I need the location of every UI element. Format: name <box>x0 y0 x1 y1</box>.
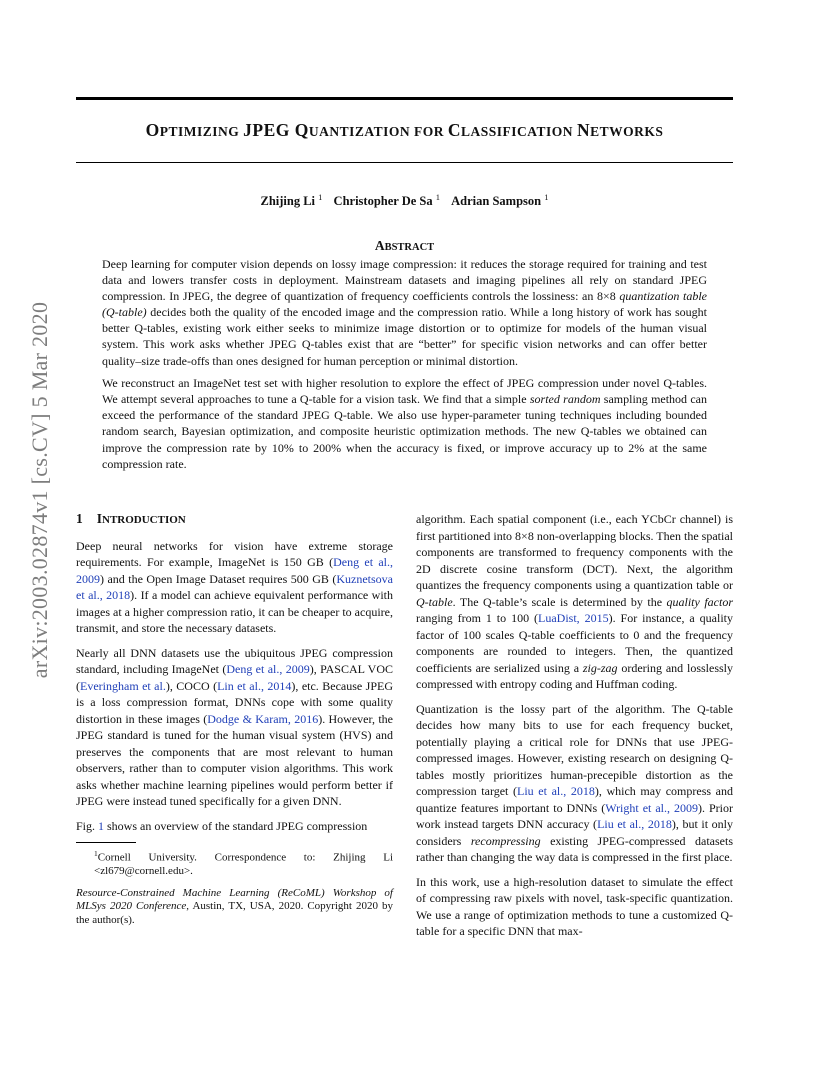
citation-link[interactable]: Wright et al., 2009 <box>605 800 699 815</box>
left-column <box>76 511 393 935</box>
abstract-body <box>102 256 707 478</box>
citation-link[interactable]: Liu et al., 2018 <box>517 784 595 798</box>
author: Christopher De Sa $^1$ <box>333 192 441 209</box>
author: Adrian Sampson $^1$ <box>451 192 549 209</box>
body-paragraph: In this work, use a high-resolution dataset to simulate the effect of compressing raw pixels with novel, task-specific quantization. We use a range of optimization methods to tune a customized Q-table for a specific DNN that max- <box>416 874 733 938</box>
abstract-paragraph: Deep learning for computer vision depends on lossy image compression: it reduces the storage required for training and test data and lowers transfer costs in deployment. Mainstream datasets and imaging pipelines all rely on standard JPEG compression. In JPEG, the degree of quantization of frequency coefficients controls the lossiness: an 8×8 quantization table (Q-table) decides both the quality of the encoded image and the compression ratio. While a long history of work has sought better Q-tables, existing work either seeks to minimize image distortion or to optimize for models of the human visual system. This work asks whether JPEG Q-tables exist that are “better” for specific vision networks and can offer better quality–size trade-offs than ones designed for human perception or minimal distortion. <box>102 257 708 368</box>
body-paragraph: Deep neural networks for vision have extreme storage requirements. For example, ImageNet is 150 GB (Deng et al., 2009) and the Open Image Dataset requires 500 GB (Kuznetsova et al., 2018). If a model can achieve equivalent performance with images at a higher compression ratio, it can be cheaper to acquire, transmit, and store the necessary datasets. <box>76 538 394 635</box>
body-paragraph: Nearly all DNN datasets use the ubiquitous JPEG compression standard, including ImageNet (Deng et al., 2009), PASCAL VOC (Everingham et al.), COCO (Lin et al., 2014), etc. Because JPEG is a loss compression format, DNNs cope with some quality distortion in these images (Dodge & Karam, 2016). However, the JPEG standard is tuned for the human visual system (HVS) and preserves the components that are most relevant to human observers, rather than to computer vision algorithms. This work asks whether machine learning pipelines would perform better if JPEG were instead tuned specifically for a given DNN. <box>76 645 394 808</box>
body-paragraph: algorithm. Each spatial component (i.e., each YCbCr channel) is first partitioned into 8×8 non-overlapping blocks. Then the spatial components are transformed to frequency components with the 2D discrete cosine transform (DCT). Next, the algorithm quantizes the frequency components using a quantization table or Q-table. The Q-table’s scale is determined by the quality factor ranging from 1 to 100 (LuaDist, 2015). For instance, a quality factor of 100 scales Q-table coefficients to 0 and the frequency components are rounded to integers. Then, the quantized coefficients are serialized using a zig-zag ordering and losslessly compressed with entropy coding and Huffman coding. <box>416 512 733 691</box>
right-column <box>416 511 733 948</box>
footnote-rule <box>76 842 136 843</box>
figure-link[interactable]: 1 <box>98 818 105 833</box>
author-list <box>76 192 733 209</box>
citation-link[interactable]: LuaDist, 2015 <box>538 611 609 625</box>
title-bottom-rule <box>76 162 733 163</box>
arxiv-id: arXiv:2003.02874v1 [cs.CV] 5 Mar 2020 <box>27 301 52 679</box>
arxiv-sidebar-stamp <box>20 290 60 690</box>
paper-title: OPTIMIZING JPEG QUANTIZATION FOR CLASSIFICATION NETWORKS <box>145 120 664 140</box>
author: Zhijing Li $^1$ <box>260 192 323 209</box>
citation-link[interactable]: Deng et al., 2009 <box>226 662 310 676</box>
body-paragraph: Fig. 1 shows an overview of the standard JPEG compression <box>76 818 368 833</box>
citation-link[interactable]: Dodge & Karam, 2016 <box>207 711 319 726</box>
footnote: $^1$Cornell University. Correspondence to: Zhijing Li <zl679@cornell.edu>. <box>94 849 393 878</box>
section-heading-introduction: 1 INTRODUCTION <box>76 511 186 526</box>
body-paragraph: Quantization is the lossy part of the algorithm. The Q-table decides how many bits to use for each frequency bucket, potentially playing a critical role for DNNs that use JPEG-compressed images. However, existing research on designing Q-tables mostly prioritizes human-precepible distortion as the compression target (Liu et al., 2018), which may compress and quantize features important to DNNs (Wright et al., 2009). Prior work instead targets DNN accuracy (Liu et al., 2018), but it only considers recompressing existing JPEG-compressed datasets rather than changing the way data is compressed in the first place. <box>416 701 734 864</box>
title-top-rule <box>76 97 733 100</box>
abstract-heading: ABSTRACT <box>374 238 435 253</box>
citation-link[interactable]: Deng et al., 2009 <box>76 555 394 586</box>
citation-link[interactable]: Everingham et al. <box>80 678 166 693</box>
citation-link[interactable]: Lin et al., 2014 <box>217 678 292 693</box>
citation-link[interactable]: Kuznetsova et al., 2018 <box>76 571 393 602</box>
abstract-paragraph: We reconstruct an ImageNet test set with higher resolution to explore the effect of JPEG compression under novel Q-tables. We attempt several approaches to tune a Q-table for a vision task. We find that a simple sorted random sampling method can exceed the performance of the standard JPEG Q-table. We also use hyper-parameter tuning techniques including bounded random search, Bayesian optimization, and composite heuristic optimization methods. The new Q-tables we obtained can improve the compression rate by 10% to 200% when the accuracy is fixed, or improve accuracy up to 2% at the same compression rate. <box>102 376 707 471</box>
citation-link[interactable]: Liu et al., 2018 <box>597 817 672 831</box>
venue-note: Resource-Constrained Machine Learning (ReCoML) Workshop of MLSys 2020 Conference, Austin, TX, USA, 2020. Copyright 2020 by the author(s). <box>76 886 393 926</box>
